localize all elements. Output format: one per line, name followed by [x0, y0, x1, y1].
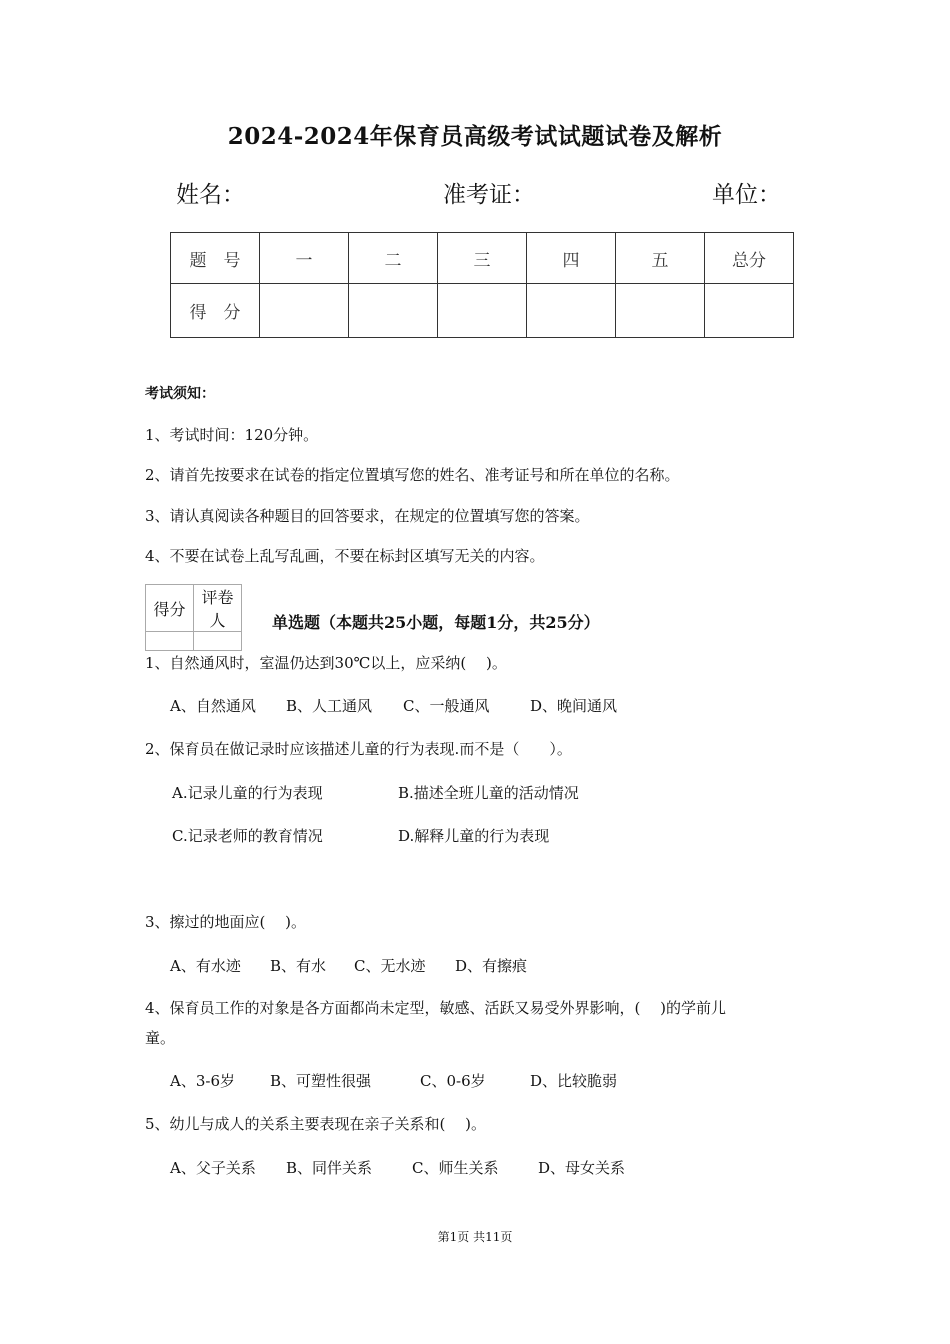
notice-item: 3、请认真阅读各种题目的回答要求，在规定的位置填写您的答案。 [145, 507, 590, 525]
section-title: 单选题（本题共25小题，每题1分，共25分） [272, 613, 600, 632]
notice-item: 4、不要在试卷上乱写乱画，不要在标封区填写无关的内容。 [145, 547, 545, 565]
option: A、3-6岁 [170, 1072, 235, 1090]
score-table-cell: 四 [527, 233, 616, 284]
score-input-cell[interactable] [438, 284, 527, 338]
unit-field-label: 单位： [712, 182, 781, 208]
page-footer: 第1页 共11页 [437, 1230, 513, 1244]
score-table-cell: 一 [260, 233, 349, 284]
option: D.解释儿童的行为表现 [398, 827, 550, 845]
score-input-cell[interactable] [349, 284, 438, 338]
option: C、无水迹 [354, 957, 426, 975]
grader-score-cell[interactable] [146, 632, 194, 651]
option: B、可塑性很强 [270, 1072, 372, 1090]
score-input-cell[interactable] [705, 284, 794, 338]
option: B.描述全班儿童的活动情况 [398, 784, 579, 802]
option: C、0-6岁 [420, 1072, 486, 1090]
option: A、有水迹 [170, 957, 241, 975]
option: B、人工通风 [286, 697, 373, 715]
score-table-cell: 二 [349, 233, 438, 284]
score-input-cell[interactable] [527, 284, 616, 338]
option: A、自然通风 [170, 697, 256, 715]
option: D、母女关系 [538, 1159, 626, 1177]
score-table-score-row [171, 284, 794, 338]
score-table-cell: 三 [438, 233, 527, 284]
option: B、有水 [270, 957, 327, 975]
score-input-cell[interactable] [260, 284, 349, 338]
name-field-label: 姓名： [176, 182, 245, 208]
option: C、一般通风 [403, 697, 490, 715]
score-table-header-row [171, 233, 794, 284]
score-table-cell: 五 [616, 233, 705, 284]
option: D、比较脆弱 [530, 1072, 618, 1090]
exam-id-field-label: 准考证： [443, 182, 535, 208]
notice-item: 1、考试时间：120分钟。 [145, 426, 319, 444]
question-text: 3、擦过的地面应( )。 [145, 913, 307, 931]
option: C、师生关系 [412, 1159, 499, 1177]
option: C.记录老师的教育情况 [172, 827, 323, 845]
option: A、父子关系 [170, 1159, 256, 1177]
grader-reviewer-cell[interactable] [194, 632, 242, 651]
grader-score-label: 得分 [146, 585, 194, 632]
notice-item: 2、请首先按要求在试卷的指定位置填写您的姓名、准考证号和所在单位的名称。 [145, 466, 680, 484]
grader-table [145, 584, 242, 651]
score-table-cell: 总分 [705, 233, 794, 284]
score-table [170, 232, 794, 338]
score-table-cell: 得 分 [171, 284, 260, 338]
option: D、有擦痕 [455, 957, 528, 975]
document-title: 2024-2024年保育员高级考试试题试卷及解析 [227, 123, 723, 150]
question-text-continued: 童。 [145, 1029, 176, 1047]
option: D、晚间通风 [530, 697, 618, 715]
notice-heading: 考试须知： [145, 386, 215, 402]
question-text: 2、保育员在做记录时应该描述儿童的行为表现.而不是（ ）。 [145, 740, 572, 758]
question-text: 5、幼儿与成人的关系主要表现在亲子关系和( )。 [145, 1115, 487, 1133]
grader-reviewer-label: 评卷人 [194, 585, 242, 632]
question-text: 4、保育员工作的对象是各方面都尚未定型，敏感、活跃又易受外界影响，( )的学前儿 [145, 999, 727, 1017]
option: A.记录儿童的行为表现 [172, 784, 323, 802]
question-text: 1、自然通风时，室温仍达到30℃以上，应采纳( )。 [145, 654, 507, 672]
score-table-cell: 题 号 [171, 233, 260, 284]
option: B、同伴关系 [286, 1159, 373, 1177]
score-input-cell[interactable] [616, 284, 705, 338]
